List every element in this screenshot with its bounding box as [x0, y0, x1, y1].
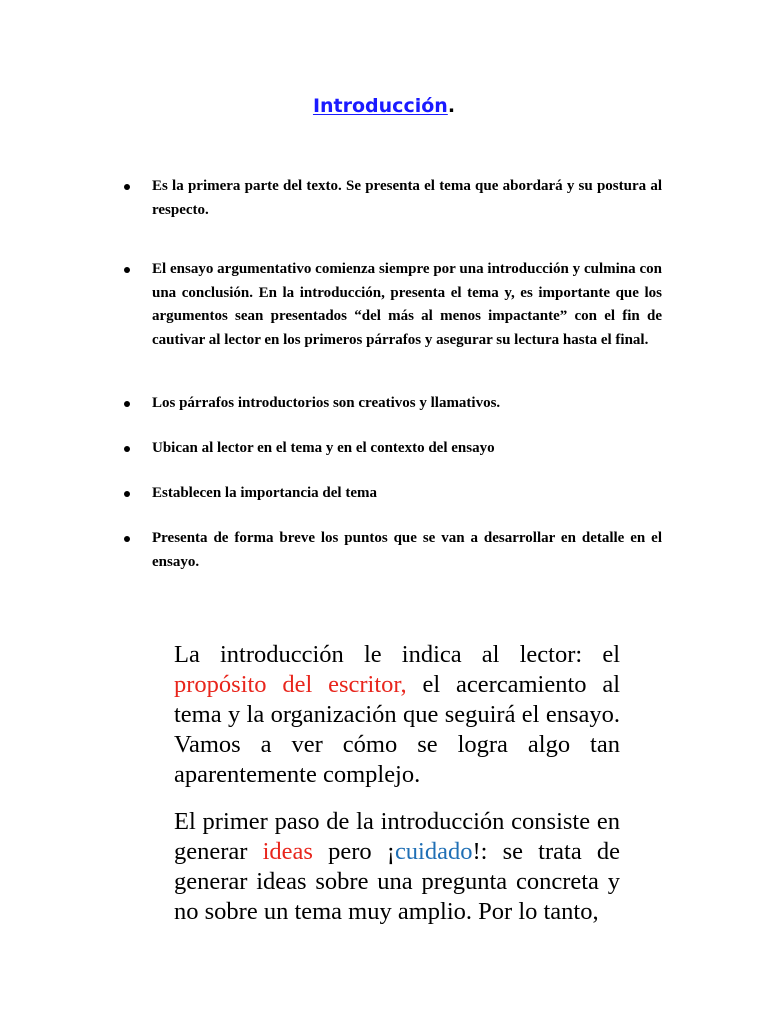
heading-link[interactable]: Introducción	[312, 95, 448, 117]
paragraph-text: pero ¡	[312, 838, 395, 865]
paragraph-text: El primer paso de la introducción consiste en generar	[174, 808, 620, 865]
list-item	[124, 392, 662, 416]
first-step-paragraph	[174, 807, 620, 927]
list-item	[124, 437, 662, 461]
heading-period: .	[447, 95, 456, 117]
bullet-dot-icon	[124, 267, 130, 273]
list-item-text: Ubican al lector en el tema y en el contexto del ensayo	[152, 440, 495, 456]
highlight-proposito: propósito del escritor,	[174, 671, 407, 698]
list-item	[124, 482, 662, 506]
bullet-dot-icon	[124, 536, 130, 542]
list-item	[124, 258, 662, 352]
bullet-dot-icon	[124, 401, 130, 407]
list-item	[124, 175, 662, 222]
list-item-text: Presenta de forma breve los puntos que se van a desarrollar en detalle en el ensayo.	[152, 530, 662, 570]
list-item-text: El ensayo argumentativo comienza siempre por una introducción y culmina con una conclusión. En la introducción, presenta el tema y, es importante que los argumentos sean presentados “del más al menos impactante” con el fin de cautivar al lector en los primeros párrafos y asegurar su lectura hasta el final.	[152, 261, 662, 348]
bullet-dot-icon	[124, 184, 130, 190]
paragraph-text: La introducción le indica al lector: el	[174, 641, 620, 668]
bullet-dot-icon	[124, 446, 130, 452]
intro-paragraph	[174, 640, 620, 790]
paragraph-text: !: se trata de generar ideas sobre una pregunta concreta y no sobre un tema muy amplio. Por lo tanto,	[174, 838, 620, 925]
list-item-text: Es la primera parte del texto. Se presenta el tema que abordará y su postura al respecto.	[152, 178, 662, 218]
list-item-text: Los párrafos introductorios son creativos y llamativos.	[152, 395, 501, 411]
highlight-cuidado: cuidado	[394, 838, 473, 865]
bullet-dot-icon	[124, 491, 130, 497]
paragraph-text: el acercamiento al tema y la organización que seguirá el ensayo. Vamos a ver cómo se logra algo tan aparentemente complejo.	[174, 671, 620, 788]
section-heading	[0, 92, 768, 120]
list-item	[124, 527, 662, 574]
highlight-ideas: ideas	[262, 838, 313, 865]
list-item-text: Establecen la importancia del tema	[152, 485, 377, 501]
